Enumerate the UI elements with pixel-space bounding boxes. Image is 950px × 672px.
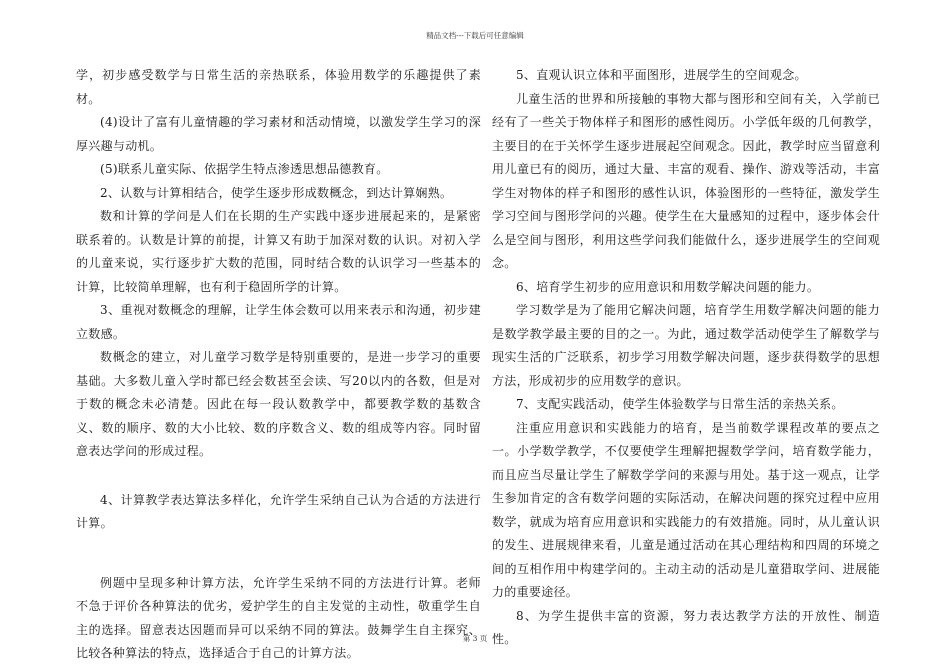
paragraph: 例题中呈现多种计算方法，允许学生采纳不同的方法进行计算。老师不急于评价各种算法的优劣，爱护学生的自主发觉的主动性，敬重学生自主的选择。留意表达因题而异可以采纳不同的算法。鼓舞学生自主探究、比较各种算法的特点，选择适合于自己的计算方法。 (76, 575, 481, 660)
paragraph: 数概念的建立，对儿童学习数学是特别重要的，是进一步学习的重要基础。大多数儿童入学时都已经会数甚至会读、写20以内的各数，但是对于数的概念未必清楚。因此在每一段认数教学中，都要教学数的基数含义、数的顺序、数的大小比较、数的序数含义、数的组成等内容。同时留意表达学问的形成过程。 (76, 350, 481, 458)
section-heading: 2、认数与计算相结合，使学生逐步形成数概念，到达计算娴熟。 (100, 185, 453, 200)
section-heading: 8、为学生提供丰富的资源，努力表达教学方法的开放性、制造性。 (492, 608, 880, 646)
paragraph: (5)联系儿童实际、依据学生特点渗透思想品德教育。 (100, 162, 389, 176)
section-heading: 6、培育学生初步的应用意识和用数学解决问题的能力。 (516, 279, 820, 294)
page-number: 第 3 页 (462, 634, 488, 643)
page-header: 精品文档---下载后可任意编辑 (426, 31, 524, 40)
section-heading: 4、计算教学表达算法多样化，允许学生采纳自己认为合适的方法进行计算。 (76, 492, 481, 530)
left-column (76, 64, 481, 666)
section-heading: 7、支配实践活动，使学生体验数学与日常生活的亲热关系。 (516, 397, 844, 411)
paragraph: 学习数学是为了能用它解决问题，培育学生用数学解决问题的能力是数学教学最主要的目的之一。为此，通过数学活动使学生了解数学与现实生活的广泛联系，初步学习用数学解决问题，逐步获得数学的思想方法，形成初步的应用数学的意识。 (492, 303, 880, 388)
paragraph: 学，初步感受数学与日常生活的亲热联系，体验用数学的乐趣提供了素材。 (76, 68, 481, 106)
paragraph: 儿童生活的世界和所接触的事物大都与图形和空间有关，入学前已经有了一些关于物体样子和图形的感性阅历。小学低年级的几何教学，主要目的在于关怀学生逐步进展起空间观念。因此，教学时应当留意利用儿童已有的阅历，通过大量、丰富的观看、操作、游戏等活动，丰富学生对物体的样子和图形的感性认识，体验图形的一些特征，激发学生学习空间与图形学问的兴趣。使学生在大量感知的过程中，逐步体会什么是空间与图形，利用这些学问我们能做什么，逐步进展学生的空间观念。 (492, 91, 880, 270)
paragraph: (4)设计了富有儿童情趣的学习素材和活动情境，以激发学生学习的深厚兴趣与动机。 (76, 115, 481, 153)
section-heading: 3、重视对数概念的理解，让学生体会数可以用来表示和沟通，初步建立数感。 (76, 303, 481, 341)
right-column (492, 64, 880, 652)
paragraph: 数和计算的学问是人们在长期的生产实践中逐步进展起来的，是紧密联系着的。认数是计算的前提，计算又有助于加深对数的认识。对初入学的儿童来说，实行逐步扩大数的范围，同时结合数的认识学习一些基本的计算，比较简单理解，也有利于稳固所学的计算。 (76, 209, 481, 294)
section-heading: 5、直观认识立体和平面图形，进展学生的空间观念。 (516, 68, 807, 82)
paragraph: 注重应用意识和实践能力的培育，是当前数学课程改革的要点之一。小学数学教学，不仅要使学生理解把握数学学问，培育数学能力，而且应当尽量让学生了解数学学问的来源与用处。基于这一观点，让学生参加肯定的含有数学问题的实际活动，在解决问题的探究过程中应用数学，就成为培育应用意识和实践能力的有效措施。同时，从儿童认识的发生、进展规律来看，儿童是通过活动在其心理结构和四周的环境之间的互相作用中构建学问的。主动主动的活动是儿童猎取学问、进展能力的重要途径。 (492, 420, 880, 599)
